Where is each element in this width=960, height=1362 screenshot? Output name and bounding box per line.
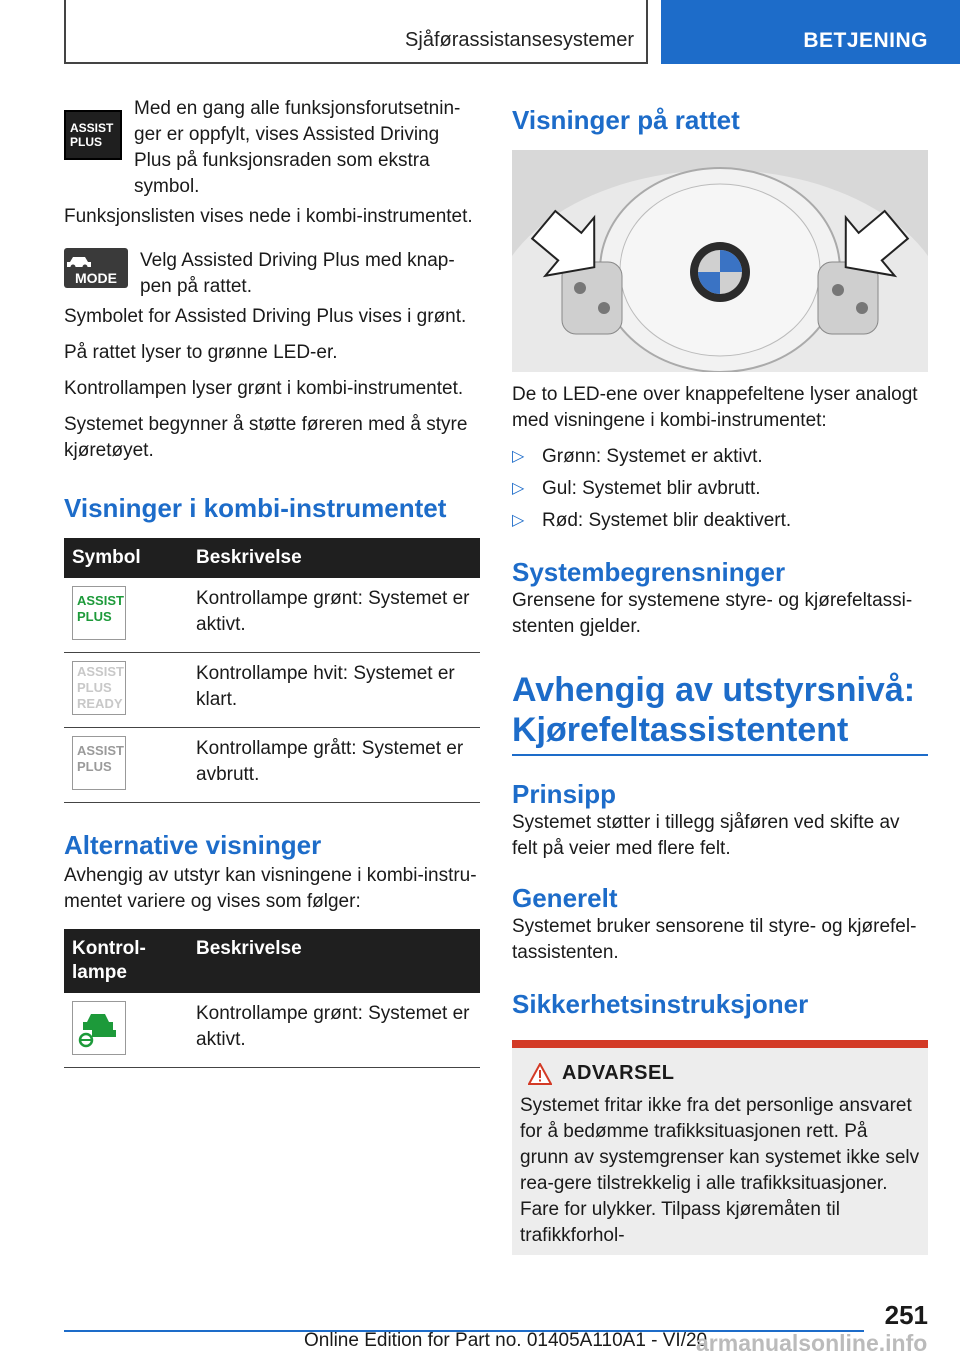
- symbol-paragraph: Symbolet for Assisted Driving Plus vises i grønt.: [64, 306, 467, 327]
- table-row: Kontrollampe grønt: Systemet er aktivt.: [64, 993, 480, 1068]
- right-column: [512, 96, 928, 1255]
- limits-paragraph: Grensene for systemene styre- og kjørefeltassi-stenten gjelder.: [512, 590, 913, 637]
- function-list-paragraph: Funksjonslisten vises nede i kombi-instrumentet.: [64, 206, 473, 227]
- list-item: ▷ Rød: Systemet blir deaktivert.: [512, 508, 928, 534]
- table-row: ASSIST PLUS Kontrollampe grått: Systemet er avbrutt.: [64, 728, 480, 803]
- list-item: ▷ Grønn: Systemet er aktivt.: [512, 444, 928, 470]
- car-icon: [64, 254, 94, 270]
- lane-assist-icon: [72, 1001, 126, 1055]
- triangle-bullet-icon: ▷: [512, 448, 525, 465]
- intro-paragraph: Med en gang alle funksjonsforutsetnin-ger er oppfylt, vises Assisted Driving Plus på funksjonsraden som ekstra symbol.: [134, 98, 461, 197]
- mode-paragraph: Velg Assisted Driving Plus med knap-pen på rattet.: [140, 250, 455, 297]
- heading-principle: Prinsipp: [512, 779, 617, 809]
- table-header-desc: Beskrivelse: [188, 929, 480, 993]
- heading-general: Generelt: [512, 883, 618, 913]
- table-header-desc: Beskrivelse: [188, 538, 480, 578]
- mode-button-icon: MODE: [64, 248, 128, 288]
- assist-plus-icon: ASSIST PLUS: [64, 110, 122, 160]
- warning-triangle-icon: [528, 1063, 552, 1085]
- general-paragraph: Systemet bruker sensorene til styre- og kjørefel-tassistenten.: [512, 916, 917, 963]
- heading-safety: Sikkerhetsinstruksjoner: [512, 989, 809, 1019]
- principle-paragraph: Systemet støtter i tillegg sjåføren ved skifte av felt på veier med flere felt.: [512, 812, 900, 859]
- heading-main: Avhengig av utstyrsnivå: Kjørefeltassistentent: [512, 670, 928, 756]
- edition-text: Online Edition for Part no. 01405A110A1 - VI/20: [304, 1330, 708, 1351]
- heading-limits: Systembegrensninger: [512, 557, 786, 587]
- mode-row: [64, 248, 480, 300]
- heading-alternative: Alternative visninger: [64, 830, 322, 860]
- table-header-symbol: Symbol: [64, 538, 188, 578]
- lamp-paragraph: Kontrollampen lyser grønt i kombi-instrumentet.: [64, 378, 464, 399]
- indicator-table: [64, 538, 480, 803]
- triangle-bullet-icon: ▷: [512, 480, 525, 497]
- list-item: ▷ Gul: Systemet blir avbrutt.: [512, 476, 928, 502]
- assist-plus-green-icon: ASSIST PLUS: [72, 586, 126, 640]
- assist-plus-intro: [64, 96, 480, 200]
- triangle-bullet-icon: ▷: [512, 512, 525, 529]
- heading-steering: Visninger på rattet: [512, 105, 740, 135]
- steering-wheel-image: [512, 150, 928, 372]
- table-row: ASSIST PLUS Kontrollampe grønt: Systemet er aktivt.: [64, 578, 480, 653]
- assist-plus-ready-icon: ASSIST PLUS READY: [72, 661, 126, 715]
- table-header-lamp: Kontrol-lampe: [64, 929, 188, 993]
- left-column: [64, 96, 480, 1068]
- support-paragraph: Systemet begynner å støtte føreren med å styre kjøretøyet.: [64, 414, 468, 461]
- watermark-logo: armanualsonline.info: [696, 1330, 928, 1356]
- alt-indicator-table: [64, 929, 480, 1068]
- section-title: Sjåførassistansesystemer: [64, 0, 648, 64]
- page-number: 251: [884, 1300, 928, 1330]
- warning-title: ADVARSEL: [528, 1062, 920, 1085]
- led-list: [512, 444, 928, 534]
- table-row: ASSIST PLUS READY Kontrollampe hvit: Systemet er klart.: [64, 653, 480, 728]
- chapter-tab[interactable]: BETJENING: [661, 0, 960, 64]
- assist-plus-grey-icon: ASSIST PLUS: [72, 736, 126, 790]
- warning-box: [512, 1040, 928, 1255]
- led-description: De to LED-ene over knappefeltene lyser analogt med visningene i kombi-instrumentet:: [512, 384, 918, 431]
- warning-text: Systemet fritar ikke fra det personlige ansvaret for å bedømme trafikksituasjonen rett. På grunn av systemgrenser kan systemet ikke selv rea-gere tilstrekkelig i alle trafikksituasjoner. Fare for ulykker. Tilpass kjøremåten til trafikkforhol-: [520, 1095, 920, 1246]
- heading-kombi: Visninger i kombi-instrumentet: [64, 493, 447, 523]
- alternative-paragraph: Avhengig av utstyr kan visningene i kombi-instru-mentet variere og vises som følger:: [64, 865, 477, 912]
- led-paragraph: På rattet lyser to grønne LED-er.: [64, 342, 338, 363]
